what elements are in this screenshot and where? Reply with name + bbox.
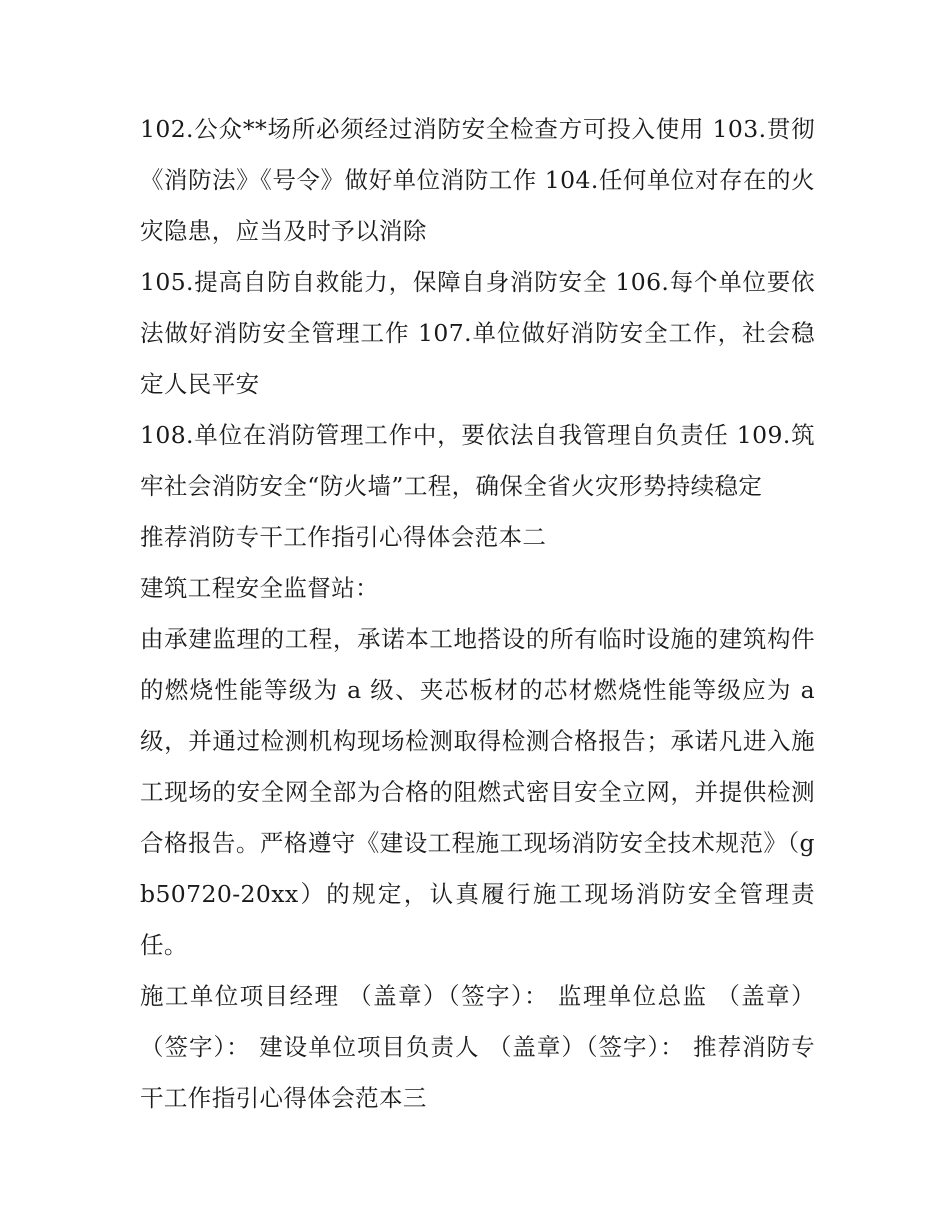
section-heading-template-two: 推荐消防专干工作指引心得体会范本二: [140, 523, 547, 551]
paragraph-slogans-105-107: 105.提高自防自救能力，保障自身消防安全 106.每个单位要依法做好消防安全管理工作 107.单位做好消防安全工作，社会稳定人民平安: [140, 268, 815, 398]
paragraph-slogans-108-109: 108.单位在消防管理工作中，要依法自我管理自负责任 109.筑牢社会消防安全“防火墙”工程，确保全省火灾形势持续稳定: [140, 421, 815, 500]
letter-addressee: 建筑工程安全监督站：: [140, 574, 379, 602]
signature-line: 施工单位项目经理 （盖章）（签字）： 监理单位总监 （盖章）（签字）： 建设单位项目负责人 （盖章）（签字）： 推荐消防专干工作指引心得体会范本三: [140, 982, 815, 1112]
document-body: [140, 104, 815, 1124]
paragraph-slogans-102-104: 102.公众**场所必须经过消防安全检查方可投入使用 103.贯彻《消防法》《号令》做好单位消防工作 104.任何单位对存在的火灾隐患，应当及时予以消除: [140, 115, 815, 245]
commitment-body: 由承建监理的工程，承诺本工地搭设的所有临时设施的建筑构件的燃烧性能等级为 a 级、夹芯板材的芯材燃烧性能等级应为 a 级，并通过检测机构现场检测取得检测合格报告；承诺凡进入施工现场的安全网全部为合格的阻燃式密目安全立网，并提供检测合格报告。严格遵守《建设工程施工现场消防安全技术规范》（gb50720-20xx）的规定，认真履行施工现场消防安全管理责任。: [140, 625, 815, 959]
